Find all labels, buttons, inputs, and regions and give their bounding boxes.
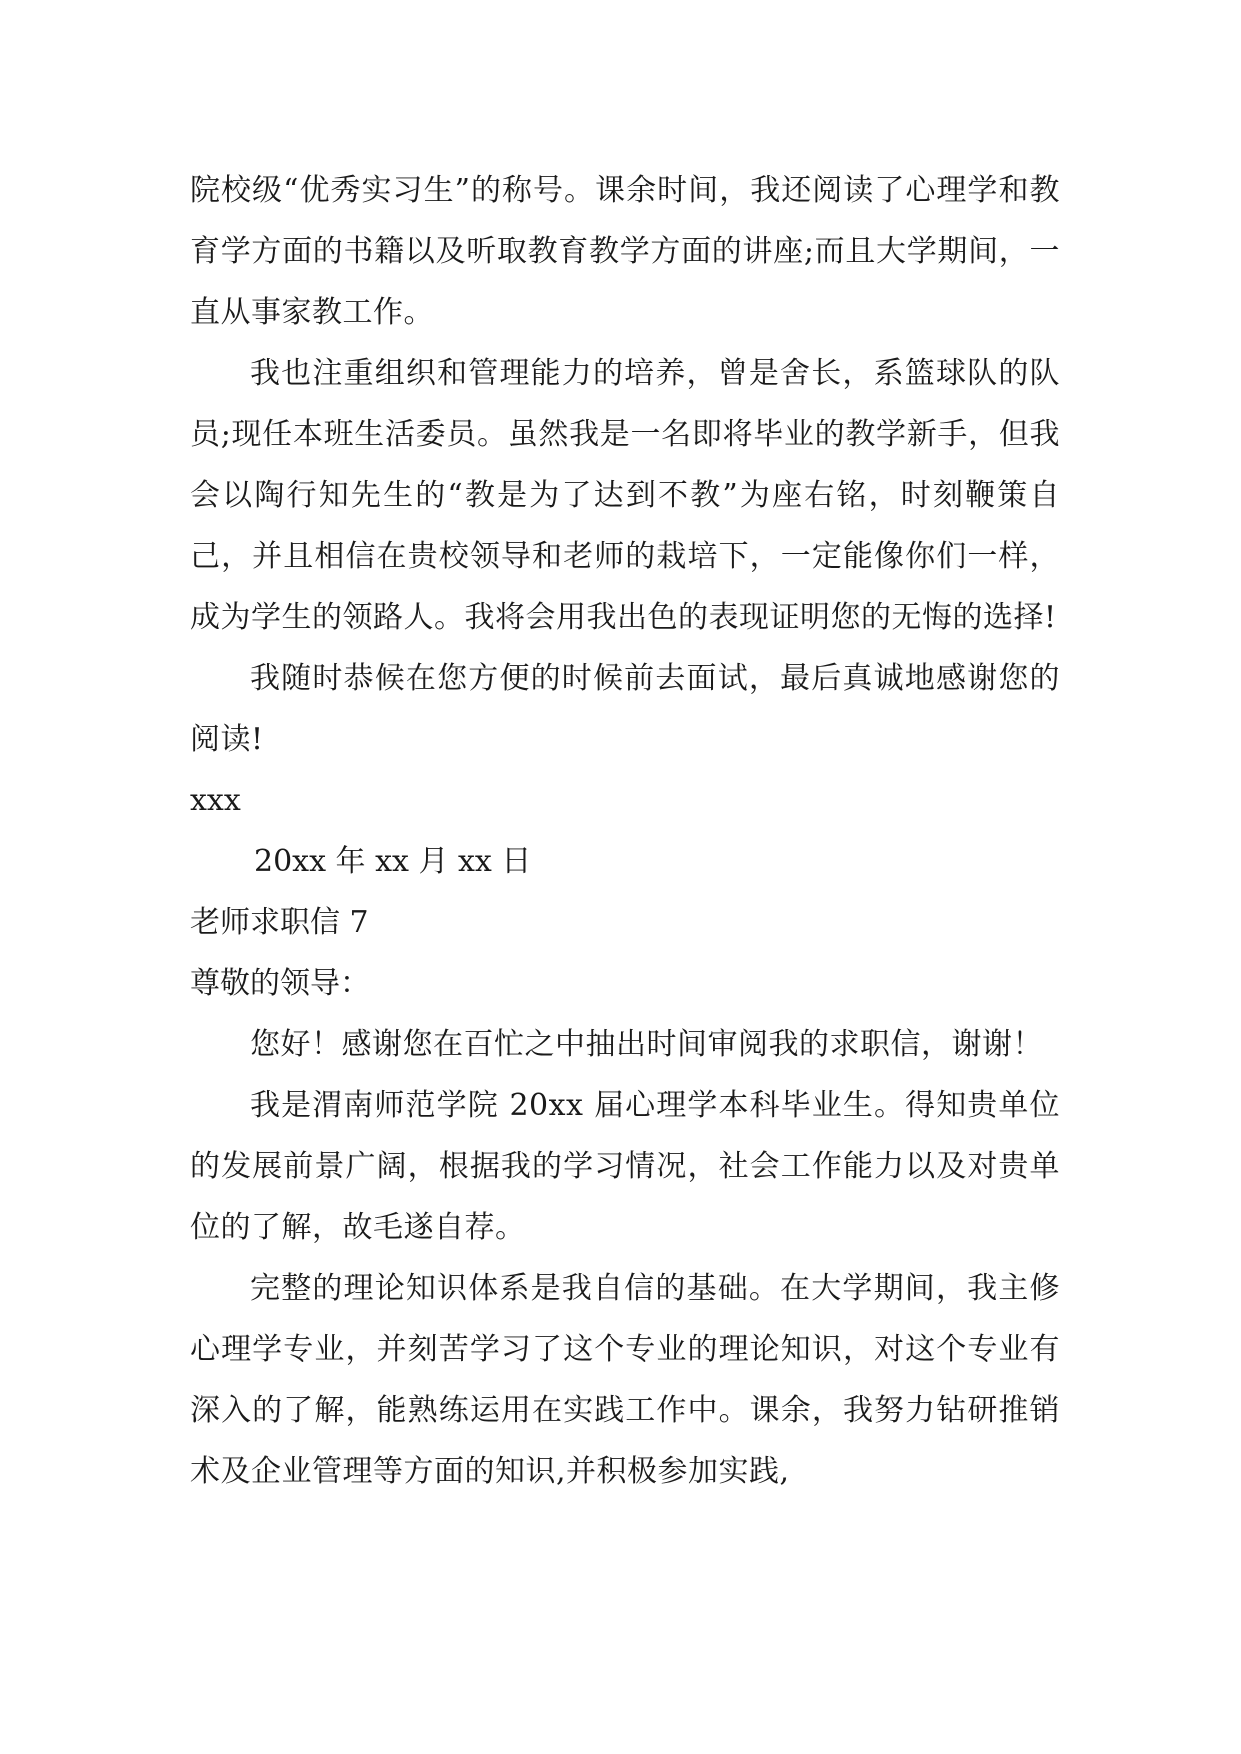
salutation: 尊敬的领导： bbox=[190, 966, 370, 1001]
signature: xxx bbox=[190, 783, 241, 818]
paragraph-greeting: 您好！感谢您在百忙之中抽出时间审阅我的求职信，谢谢！ bbox=[250, 1027, 1043, 1062]
paragraph-closing: 我随时恭候在您方便的时候前去面试，最后真诚地感谢您的阅读! bbox=[190, 661, 1060, 757]
paragraph-knowledge: 完整的理论知识体系是我自信的基础。在大学期间，我主修心理学专业，并刻苦学习了这个专业的理论知识，对这个专业有深入的了解，能熟练运用在实践工作中。课余，我努力钻研推销术及企业管理等方面的知识,并积极参加实践, bbox=[190, 1271, 1060, 1489]
letter-title: 老师求职信 7 bbox=[190, 905, 369, 940]
document-page bbox=[190, 160, 1060, 1502]
paragraph-abilities: 我也注重组织和管理能力的培养，曾是舍长，系篮球队的队员;现任本班生活委员。虽然我是一名即将毕业的教学新手，但我会以陶行知先生的“教是为了达到不教”为座右铭，时刻鞭策自己，并且相信在贵校领导和老师的栽培下，一定能像你们一样，成为学生的领路人。我将会用我出色的表现证明您的无悔的选择! bbox=[190, 356, 1060, 635]
letter-date: 20xx 年 xx 月 xx 日 bbox=[254, 844, 532, 879]
paragraph-continued: 院校级“优秀实习生”的称号。课余时间，我还阅读了心理学和教育学方面的书籍以及听取教育教学方面的讲座;而且大学期间，一直从事家教工作。 bbox=[190, 173, 1060, 330]
paragraph-introduction: 我是渭南师范学院 20xx 届心理学本科毕业生。得知贵单位的发展前景广阔，根据我的学习情况，社会工作能力以及对贵单位的了解，故毛遂自荐。 bbox=[190, 1088, 1060, 1245]
